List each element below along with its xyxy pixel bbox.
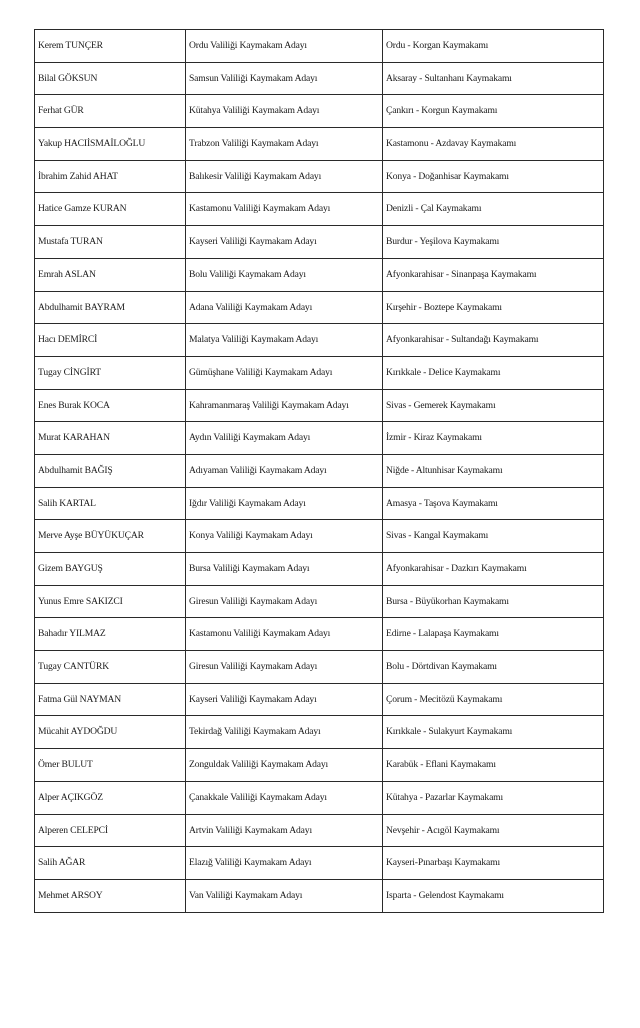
current-post-cell: Kastamonu Valiliği Kaymakam Adayı: [186, 193, 383, 226]
table-row: [35, 356, 604, 389]
person-name-cell: Bahadır YILMAZ: [35, 618, 186, 651]
new-post-cell: Kütahya - Pazarlar Kaymakamı: [383, 781, 604, 814]
table-row: [35, 520, 604, 553]
new-post-cell: Çankırı - Korgun Kaymakamı: [383, 95, 604, 128]
table-row: [35, 226, 604, 259]
current-post-cell: Konya Valiliği Kaymakam Adayı: [186, 520, 383, 553]
current-post-cell: Samsun Valiliği Kaymakam Adayı: [186, 62, 383, 95]
person-name-cell: Yakup HACIİSMAİLOĞLU: [35, 128, 186, 161]
new-post-cell: Isparta - Gelendost Kaymakamı: [383, 879, 604, 912]
current-post-cell: Çanakkale Valiliği Kaymakam Adayı: [186, 781, 383, 814]
table-row: [35, 291, 604, 324]
new-post-cell: Aksaray - Sultanhanı Kaymakamı: [383, 62, 604, 95]
current-post-cell: Kastamonu Valiliği Kaymakam Adayı: [186, 618, 383, 651]
person-name-cell: Alperen CELEPCİ: [35, 814, 186, 847]
table-row: [35, 553, 604, 586]
current-post-cell: Adıyaman Valiliği Kaymakam Adayı: [186, 454, 383, 487]
table-row: [35, 487, 604, 520]
current-post-cell: Balıkesir Valiliği Kaymakam Adayı: [186, 160, 383, 193]
table-row: [35, 814, 604, 847]
current-post-cell: Ordu Valiliği Kaymakam Adayı: [186, 30, 383, 63]
person-name-cell: Abdulhamit BAYRAM: [35, 291, 186, 324]
person-name-cell: Gizem BAYGUŞ: [35, 553, 186, 586]
person-name-cell: Mehmet ARSOY: [35, 879, 186, 912]
current-post-cell: Giresun Valiliği Kaymakam Adayı: [186, 651, 383, 684]
current-post-cell: Bolu Valiliği Kaymakam Adayı: [186, 258, 383, 291]
new-post-cell: Nevşehir - Acıgöl Kaymakamı: [383, 814, 604, 847]
person-name-cell: Fatma Gül NAYMAN: [35, 683, 186, 716]
person-name-cell: Hacı DEMİRCİ: [35, 324, 186, 357]
table-row: [35, 324, 604, 357]
table-row: [35, 160, 604, 193]
current-post-cell: Van Valiliği Kaymakam Adayı: [186, 879, 383, 912]
new-post-cell: Kayseri-Pınarbaşı Kaymakamı: [383, 847, 604, 880]
assignment-table: [34, 29, 604, 913]
person-name-cell: Alper AÇIKGÖZ: [35, 781, 186, 814]
new-post-cell: Afyonkarahisar - Sinanpaşa Kaymakamı: [383, 258, 604, 291]
current-post-cell: Trabzon Valiliği Kaymakam Adayı: [186, 128, 383, 161]
new-post-cell: Kastamonu - Azdavay Kaymakamı: [383, 128, 604, 161]
person-name-cell: Enes Burak KOCA: [35, 389, 186, 422]
new-post-cell: Konya - Doğanhisar Kaymakamı: [383, 160, 604, 193]
table-row: [35, 651, 604, 684]
table-row: [35, 258, 604, 291]
person-name-cell: Emrah ASLAN: [35, 258, 186, 291]
person-name-cell: Tugay CANTÜRK: [35, 651, 186, 684]
table-row: [35, 781, 604, 814]
current-post-cell: Kayseri Valiliği Kaymakam Adayı: [186, 226, 383, 259]
person-name-cell: Merve Ayşe BÜYÜKUÇAR: [35, 520, 186, 553]
table-row: [35, 618, 604, 651]
current-post-cell: Bursa Valiliği Kaymakam Adayı: [186, 553, 383, 586]
person-name-cell: Ömer BULUT: [35, 749, 186, 782]
person-name-cell: Mustafa TURAN: [35, 226, 186, 259]
table-row: [35, 389, 604, 422]
current-post-cell: Zonguldak Valiliği Kaymakam Adayı: [186, 749, 383, 782]
table-row: [35, 585, 604, 618]
new-post-cell: Sivas - Gemerek Kaymakamı: [383, 389, 604, 422]
table-row: [35, 62, 604, 95]
new-post-cell: Bolu - Dörtdivan Kaymakamı: [383, 651, 604, 684]
new-post-cell: Afyonkarahisar - Dazkırı Kaymakamı: [383, 553, 604, 586]
current-post-cell: Aydın Valiliği Kaymakam Adayı: [186, 422, 383, 455]
new-post-cell: İzmir - Kiraz Kaymakamı: [383, 422, 604, 455]
new-post-cell: Burdur - Yeşilova Kaymakamı: [383, 226, 604, 259]
new-post-cell: Amasya - Taşova Kaymakamı: [383, 487, 604, 520]
person-name-cell: İbrahim Zahid AHAT: [35, 160, 186, 193]
table-row: [35, 879, 604, 912]
current-post-cell: Artvin Valiliği Kaymakam Adayı: [186, 814, 383, 847]
current-post-cell: Tekirdağ Valiliği Kaymakam Adayı: [186, 716, 383, 749]
person-name-cell: Abdulhamit BAĞIŞ: [35, 454, 186, 487]
current-post-cell: Malatya Valiliği Kaymakam Adayı: [186, 324, 383, 357]
current-post-cell: Kayseri Valiliği Kaymakam Adayı: [186, 683, 383, 716]
table-row: [35, 128, 604, 161]
current-post-cell: Kütahya Valiliği Kaymakam Adayı: [186, 95, 383, 128]
current-post-cell: Adana Valiliği Kaymakam Adayı: [186, 291, 383, 324]
table-row: [35, 193, 604, 226]
person-name-cell: Hatice Gamze KURAN: [35, 193, 186, 226]
table-row: [35, 454, 604, 487]
table-row: [35, 95, 604, 128]
current-post-cell: Kahramanmaraş Valiliği Kaymakam Adayı: [186, 389, 383, 422]
table-row: [35, 749, 604, 782]
table-row: [35, 422, 604, 455]
new-post-cell: Edirne - Lalapaşa Kaymakamı: [383, 618, 604, 651]
person-name-cell: Tugay CİNGİRT: [35, 356, 186, 389]
current-post-cell: Iğdır Valiliği Kaymakam Adayı: [186, 487, 383, 520]
current-post-cell: Gümüşhane Valiliği Kaymakam Adayı: [186, 356, 383, 389]
table-row: [35, 847, 604, 880]
person-name-cell: Yunus Emre SAKIZCI: [35, 585, 186, 618]
assignment-table-body: [35, 30, 604, 913]
table-row: [35, 30, 604, 63]
person-name-cell: Salih AĞAR: [35, 847, 186, 880]
current-post-cell: Elazığ Valiliği Kaymakam Adayı: [186, 847, 383, 880]
person-name-cell: Salih KARTAL: [35, 487, 186, 520]
new-post-cell: Denizli - Çal Kaymakamı: [383, 193, 604, 226]
table-row: [35, 716, 604, 749]
new-post-cell: Afyonkarahisar - Sultandağı Kaymakamı: [383, 324, 604, 357]
new-post-cell: Karabük - Eflani Kaymakamı: [383, 749, 604, 782]
new-post-cell: Niğde - Altunhisar Kaymakamı: [383, 454, 604, 487]
person-name-cell: Ferhat GÜR: [35, 95, 186, 128]
person-name-cell: Mücahit AYDOĞDU: [35, 716, 186, 749]
new-post-cell: Çorum - Mecitözü Kaymakamı: [383, 683, 604, 716]
new-post-cell: Kırşehir - Boztepe Kaymakamı: [383, 291, 604, 324]
new-post-cell: Kırıkkale - Delice Kaymakamı: [383, 356, 604, 389]
current-post-cell: Giresun Valiliği Kaymakam Adayı: [186, 585, 383, 618]
person-name-cell: Kerem TUNÇER: [35, 30, 186, 63]
person-name-cell: Murat KARAHAN: [35, 422, 186, 455]
new-post-cell: Sivas - Kangal Kaymakamı: [383, 520, 604, 553]
new-post-cell: Ordu - Korgan Kaymakamı: [383, 30, 604, 63]
new-post-cell: Bursa - Büyükorhan Kaymakamı: [383, 585, 604, 618]
person-name-cell: Bilal GÖKSUN: [35, 62, 186, 95]
new-post-cell: Kırıkkale - Sulakyurt Kaymakamı: [383, 716, 604, 749]
table-row: [35, 683, 604, 716]
